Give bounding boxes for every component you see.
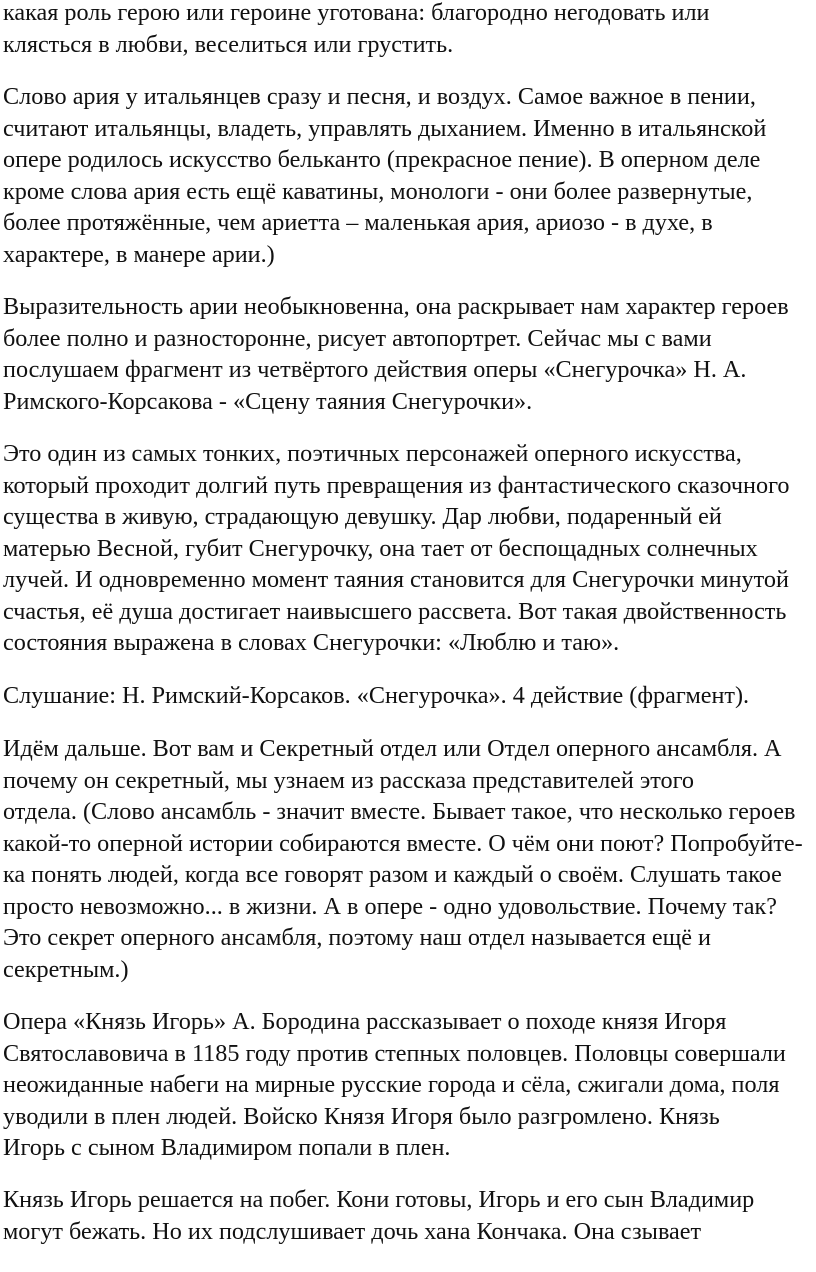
paragraph-2 (3, 81, 766, 270)
text-line: Это один из самых тонких, поэтичных персонажей оперного искусства, (3, 440, 742, 467)
text-line: Римского-Корсакова - «Сцену таяния Снегурочки». (3, 387, 533, 415)
paragraph-4 (3, 438, 790, 659)
text-line: ка понять людей, когда все говорят разом и каждый о своём. Слушать такое (3, 861, 782, 888)
text-line: Игорь с сыном Владимиром попали в плен. (3, 1134, 451, 1161)
text-line: Князь Игорь решается на побег. Кони готовы, Игорь и его сын Владимир (3, 1186, 755, 1213)
text-line: матерью Весной, губит Снегурочку, она тает от беспощадных солнечных (3, 534, 758, 562)
text-line: просто невозможно... в жизни. А в опере - одно удовольствие. Почему так? (3, 892, 777, 920)
text-line: Выразительность арии необыкновенна, она раскрывает нам характер героев (3, 293, 789, 320)
text-line: Святославовича в 1185 году против степных половцев. Половцы совершали (3, 1039, 786, 1067)
text-line: кроме слова ария есть ещё каватины, монологи - они более развернутые, (3, 177, 753, 205)
text-line: какая роль герою или героине уготована: благородно негодовать или (3, 0, 710, 26)
text-line: неожиданные набеги на мирные русские города и сёла, сжигали дома, поля (3, 1071, 780, 1098)
text-line: считают итальянцы, владеть, управлять дыханием. Именно в итальянской (3, 114, 767, 142)
text-line: более полно и разносторонне, рисует автопортрет. Сейчас мы с вами (3, 324, 712, 352)
paragraph-5 (3, 680, 749, 712)
text-line: состояния выражена в словах Снегурочки: «Люблю и таю». (3, 629, 620, 656)
text-line: существа в живую, страдающую девушку. Дар любви, подаренный ей (3, 503, 722, 530)
paragraph-3 (3, 291, 789, 417)
text-line: Слово ария у итальянцев сразу и песня, и воздух. Самое важное в пении, (3, 83, 756, 110)
text-line: Идём дальше. Вот вам и Секретный отдел или Отдел оперного ансамбля. А (3, 735, 782, 762)
text-line: могут бежать. Но их подслушивает дочь хана Кончака. Она сзывает (3, 1217, 702, 1245)
paragraph-7 (3, 1006, 786, 1164)
text-line: который проходит долгий путь превращения из фантастического сказочного (3, 471, 790, 499)
text-line: клясться в любви, веселиться или грустить. (3, 30, 454, 58)
text-line: Слушание: Н. Римский-Корсаков. «Снегурочка». 4 действие (фрагмент). (3, 682, 750, 709)
text-line: Опера «Князь Игорь» А. Бородина рассказывает о походе князя Игоря (3, 1008, 727, 1035)
text-line: лучей. И одновременно момент таяния становится для Снегурочки минутой (3, 566, 789, 593)
text-line: отдела. (Слово ансамбль - значит вместе. Бывает такое, что несколько героев (3, 798, 796, 825)
text-line: более протяжённые, чем ариетта – маленькая ария, ариозо - в духе, в (3, 209, 713, 236)
text-line: почему он секретный, мы узнаем из рассказа представителей этого (3, 766, 695, 794)
text-line: опере родилось искусство бельканто (прекрасное пение). В оперном деле (3, 146, 761, 173)
paragraph-8 (3, 1184, 754, 1247)
text-line: счастья, её душа достигает наивысшего рассвета. Вот такая двойственность (3, 597, 787, 625)
paragraph-6 (3, 733, 803, 985)
text-line: какой-то оперной истории собираются вместе. О чём они поют? Попробуйте- (3, 829, 803, 857)
paragraph-1 (3, 0, 710, 60)
text-line: уводили в плен людей. Войско Князя Игоря было разгромлено. Князь (3, 1102, 720, 1130)
text-line: секретным.) (3, 955, 129, 983)
text-line: послушаем фрагмент из четвёртого действия оперы «Снегурочка» Н. А. (3, 356, 747, 383)
text-line: Это секрет оперного ансамбля, поэтому наш отдел называется ещё и (3, 924, 711, 951)
text-line: характере, в манере арии.) (3, 240, 275, 268)
